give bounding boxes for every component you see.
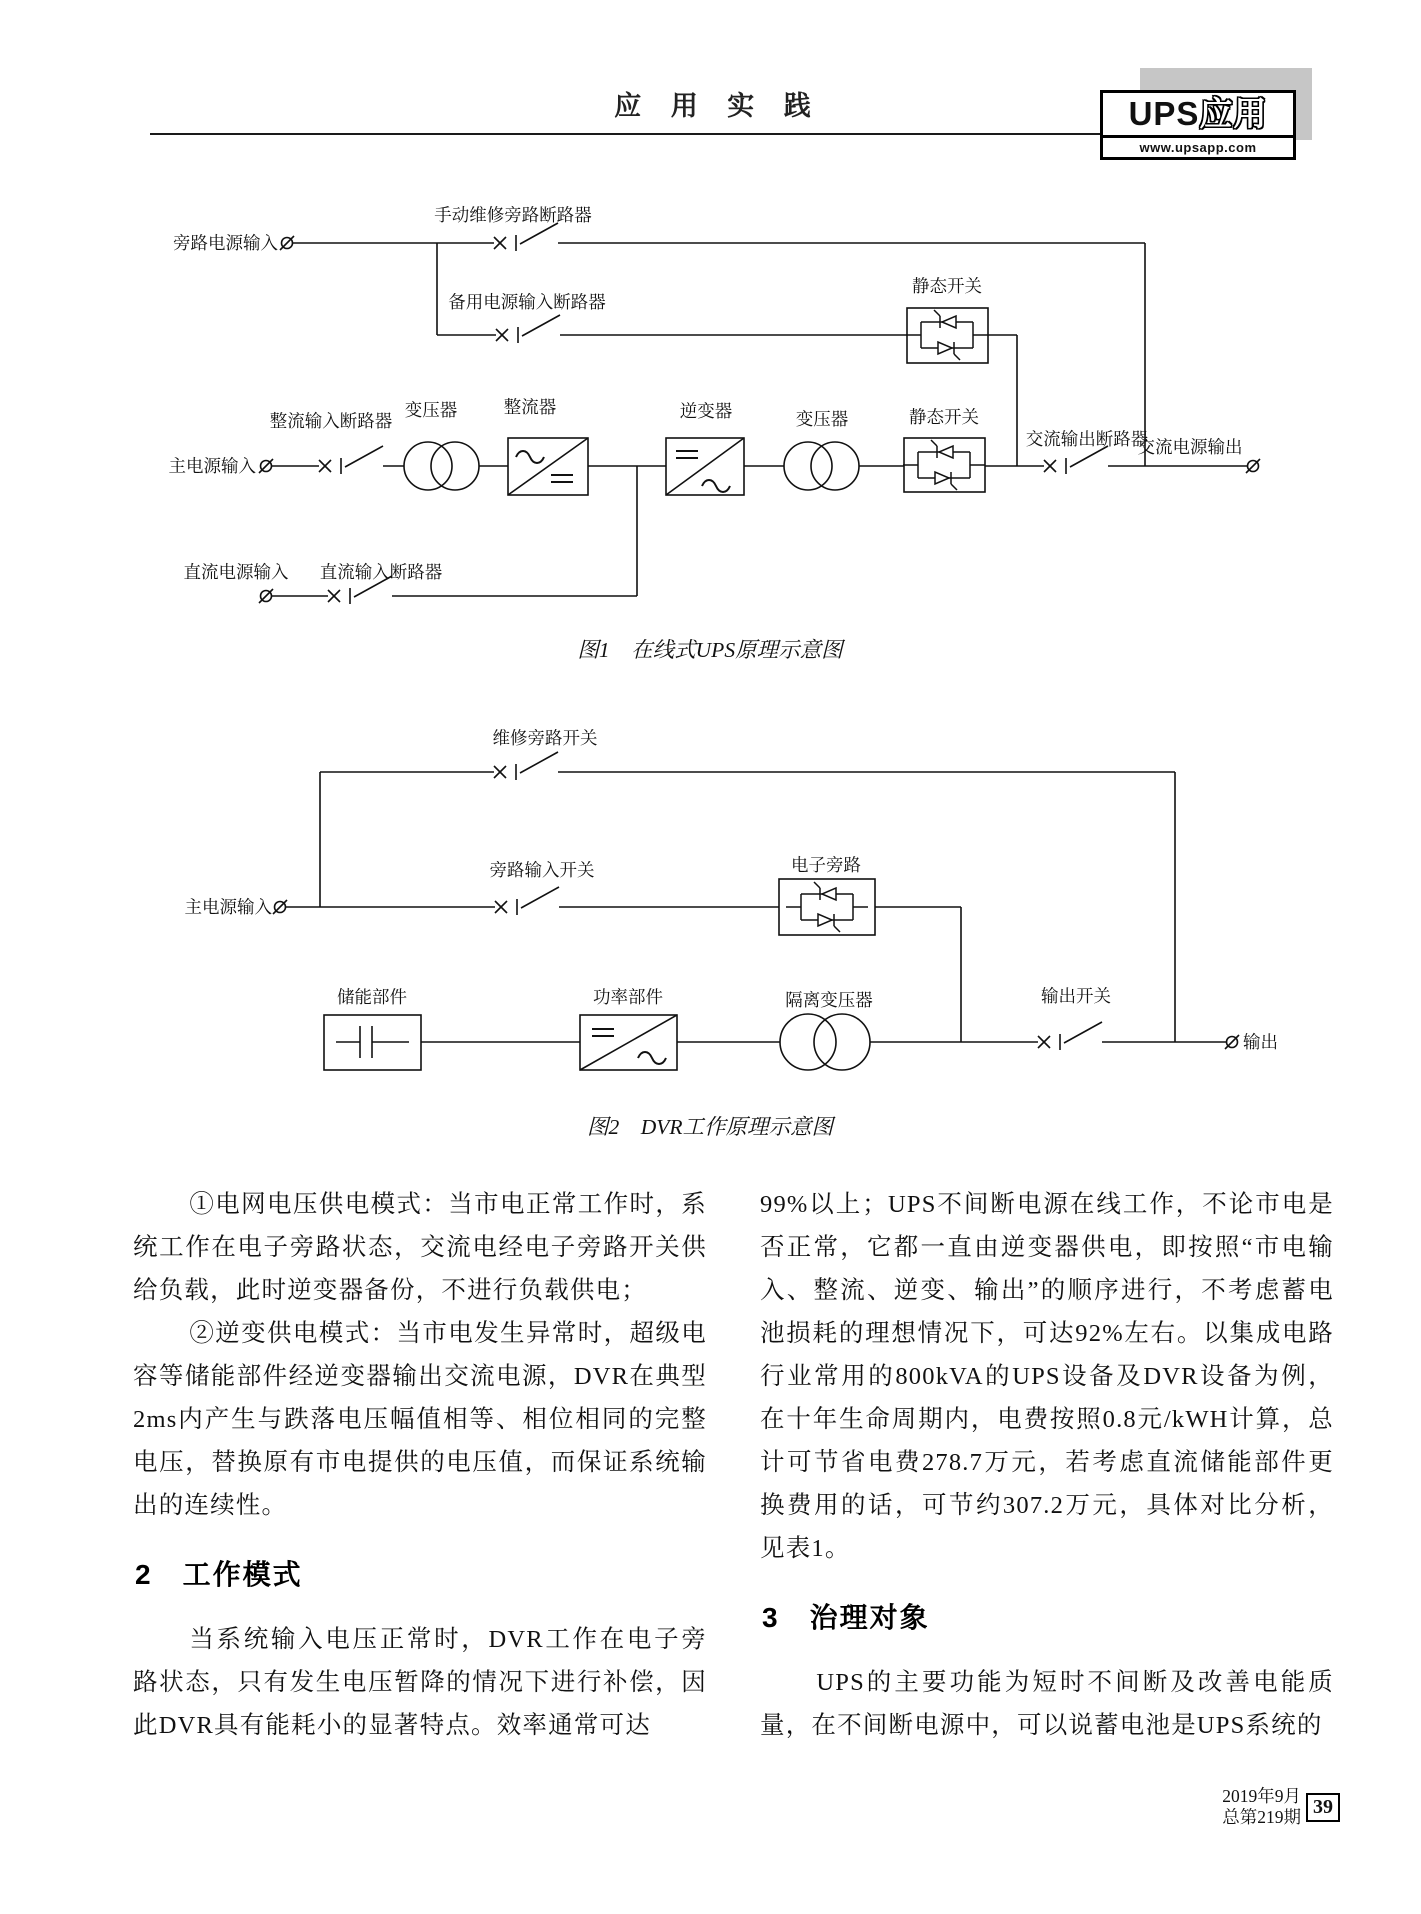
backup-breaker-label: 备用电源输入断路器 (448, 292, 606, 312)
maintenance-bypass-switch-label: 维修旁路开关 (492, 728, 598, 748)
power-unit-label: 功率部件 (593, 987, 663, 1007)
static-switch-top-box (906, 308, 988, 363)
static-switch-main-box (903, 438, 985, 492)
footer-issue-info (1222, 1786, 1301, 1828)
rectifier-input-breaker-icon (319, 446, 383, 474)
rectifier-label: 整流器 (503, 397, 557, 417)
thyristor-pair-icon (906, 310, 988, 360)
thyristor-pair-icon (903, 440, 985, 490)
output-terminal-icon (1225, 1035, 1239, 1049)
isolation-transformer-label: 隔离变压器 (785, 990, 873, 1010)
section-heading-2: 2 工作模式 (135, 1559, 303, 1590)
left-paragraph-3: 当系统输入电压正常时，DVR工作在电子旁路状态，只有发生电压暂降的情况下进行补偿，因此DVR具有能耗小的显著特点。效率通常可达 (133, 1626, 707, 1739)
input-transformer (404, 442, 479, 490)
right-column (760, 1183, 1334, 1747)
logo-app-text: 应用 (1199, 95, 1268, 132)
ac-symbol-icon (702, 480, 730, 492)
right-paragraph-2: UPS的主要功能为短时不间断及改善电能质量，在不间断电源中，可以说蓄电池是UPS系统的 (760, 1669, 1334, 1739)
inverter-box (666, 438, 744, 495)
backup-input-breaker-icon (496, 315, 560, 343)
output-label: 输出 (1243, 1032, 1278, 1052)
ac-symbol-icon (516, 451, 544, 463)
section-heading-3: 3 治理对象 (762, 1602, 930, 1633)
isolation-transformer (780, 1014, 870, 1070)
output-transformer-label: 变压器 (795, 409, 849, 429)
output-switch-label: 输出开关 (1041, 986, 1111, 1006)
ac-output-label: 交流电源输出 (1137, 437, 1243, 457)
ac-symbol-icon (638, 1052, 666, 1064)
logo-ups-text: UPS (1128, 95, 1200, 132)
left-paragraph-1: ①电网电压供电模式：当市电正常工作时，系统工作在电子旁路状态，交流电经电子旁路开关供给负载，此时逆变器备份，不进行负载供电； (133, 1191, 707, 1304)
page-footer (1020, 1786, 1340, 1828)
output-transformer (784, 442, 859, 490)
thyristor-pair-icon (786, 882, 868, 932)
static-switch-top-label: 静态开关 (912, 276, 982, 296)
logo-url-text: www.upsapp.com (1103, 135, 1293, 157)
main-input-terminal-icon (273, 900, 287, 914)
bypass-input-switch-icon (495, 887, 559, 915)
power-unit-box (580, 1015, 677, 1070)
figure2-diagram (185, 728, 1279, 1139)
static-switch-main-label: 静态开关 (909, 407, 979, 427)
right-paragraph-1: 99%以上；UPS不间断电源在线工作，不论市电是否正常，它都一直由逆变器供电，即按照“市电输入、整流、逆变、输出”的顺序进行，不考虑蓄电池损耗的理想情况下，可达92%左右。以集成电路行业常用的800kVA的UPS设备及DVR设备为例，在十年生命周期内，电费按照0.8元/kWH计算，总计可节省电费278.7万元，若考虑直流储能部件更换费用的话，可节约307.2万元，具体对比分析，见表1。 (760, 1191, 1334, 1562)
bypass-input-terminal-icon (280, 236, 294, 250)
page-number-badge: 39 (1306, 1793, 1340, 1822)
main-input-label: 主电源输入 (168, 456, 256, 476)
dc-symbol-icon (592, 1029, 614, 1036)
page-title: 应 用 实 践 (614, 91, 822, 121)
dc-input-terminal-icon (259, 589, 273, 603)
figure1-diagram (169, 205, 1261, 662)
input-transformer-label: 变压器 (404, 400, 458, 420)
electronic-bypass-label: 电子旁路 (791, 855, 861, 875)
energy-storage-box (324, 1015, 421, 1070)
bypass-input-switch-label: 旁路输入开关 (489, 860, 595, 880)
inverter-label: 逆变器 (679, 401, 733, 421)
dc-symbol-icon (676, 451, 698, 458)
footer-issue: 总第219期 (1222, 1807, 1301, 1827)
dc-input-label: 直流电源输入 (183, 562, 289, 582)
maintenance-bypass-switch-icon (494, 752, 558, 780)
rectifier-box (508, 438, 588, 495)
energy-storage-label: 储能部件 (337, 987, 407, 1007)
figure2-caption: 图2 DVR工作原理示意图 (586, 1115, 834, 1139)
electronic-bypass-box (779, 879, 875, 935)
footer-date: 2019年9月 (1222, 1786, 1301, 1806)
dc-input-breaker-label: 直流输入断路器 (319, 562, 443, 582)
dc-symbol-icon (551, 475, 573, 482)
ac-output-breaker-label: 交流输出断路器 (1025, 429, 1149, 449)
left-column (133, 1183, 707, 1747)
rectifier-input-breaker-label: 整流输入断路器 (269, 411, 393, 431)
bypass-input-label: 旁路电源输入 (173, 233, 278, 253)
left-paragraph-2: ②逆变供电模式：当市电发生异常时，超级电容等储能部件经逆变器输出交流电源，DVR在典型2ms内产生与跌落电压幅值相等、相位相同的完整电压，替换原有市电提供的电压值，而保证系统输出的连续性。 (133, 1320, 707, 1519)
manual-bypass-breaker-label: 手动维修旁路断路器 (434, 205, 592, 225)
figure1-caption: 图1 在线式UPS原理示意图 (577, 638, 843, 662)
main-input-label: 主电源输入 (184, 897, 272, 917)
manual-bypass-breaker-icon (494, 223, 558, 251)
ac-output-terminal-icon (1246, 459, 1260, 473)
output-switch-icon (1038, 1022, 1102, 1050)
ac-output-breaker-icon (1044, 446, 1108, 474)
main-input-terminal-icon (259, 459, 273, 473)
